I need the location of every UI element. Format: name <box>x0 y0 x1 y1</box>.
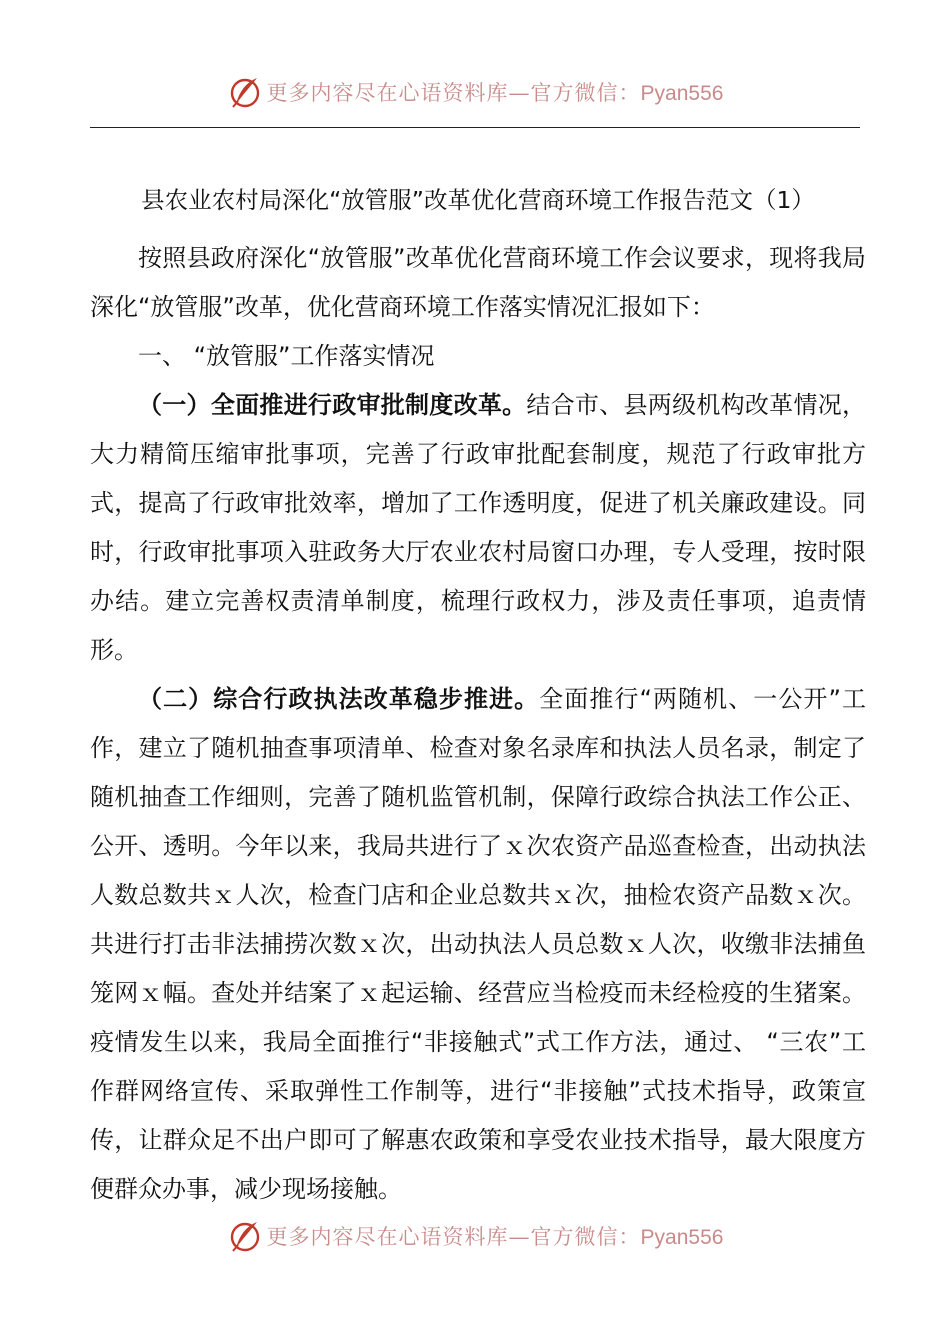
subsection-2-body: 全面推行“两随机、一公开”工作，建立了随机抽查事项清单、检查对象名录库和执法人员名录，制定了随机抽查工作细则，完善了随机监管机制，保障行政综合执法工作公正、公开、透明。今年以来，我局共进行了ｘ次农资产品巡查检查，出动执法人数总数共ｘ人次，检查门店和企业总数共ｘ次，抽检农资产品数ｘ次。共进行打击非法捕捞次数ｘ次，出动执法人员总数ｘ人次，收缴非法捕鱼笼网ｘ幅。查处并结案了ｘ起运输、经营应当检疫而未经检疫的生猪案。疫情发生以来，我局全面推行“非接触式”式工作方法，通过、 “三农”工作群网络宣传、采取弹性工作制等，进行“非接触”式技术指导，政策宣传，让群众足不出户即可了解惠农政策和享受农业技术指导，最大限度方便群众办事，减少现场接触。 <box>90 685 866 1203</box>
intro-paragraph: 按照县政府深化“放管服”改革优化营商环境工作会议要求，现将我局深化“放管服”改革，优化营商环境工作落实情况汇报如下： <box>90 244 866 321</box>
subsection-1-body: 结合市、县两级机构改革情况，大力精简压缩审批事项，完善了行政审批配套制度，规范了行政审批方式，提高了行政审批效率，增加了工作透明度，促进了机关廉政建设。同时，行政审批事项入驻政务大厅农业农村局窗口办理，专人受理，按时限办结。建立完善权责清单制度，梳理行政权力，涉及责任事项，追责情形。 <box>90 391 867 664</box>
subsection-2-paragraph <box>90 675 866 1214</box>
watermark-text: 更多内容尽在心语资料库—官方微信：Pyan556 <box>266 81 724 105</box>
document-body <box>90 176 866 1214</box>
footer-watermark <box>0 1212 950 1260</box>
feather-quill-logo-icon <box>227 1218 263 1254</box>
feather-quill-logo-icon <box>227 74 263 110</box>
subsection-1-paragraph <box>90 381 866 675</box>
section-heading: 一、 “放管服”工作落实情况 <box>138 342 435 370</box>
header-watermark <box>0 68 950 116</box>
watermark-text: 更多内容尽在心语资料库—官方微信：Pyan556 <box>266 1225 724 1249</box>
subsection-1-heading: （一）全面推进行政审批制度改革。 <box>138 391 527 419</box>
header-divider <box>90 127 860 128</box>
subsection-2-heading: （二）综合行政执法改革稳步推进。 <box>138 685 540 713</box>
document-title: 县农业农村局深化“放管服”改革优化营商环境工作报告范文（1） <box>141 186 815 214</box>
